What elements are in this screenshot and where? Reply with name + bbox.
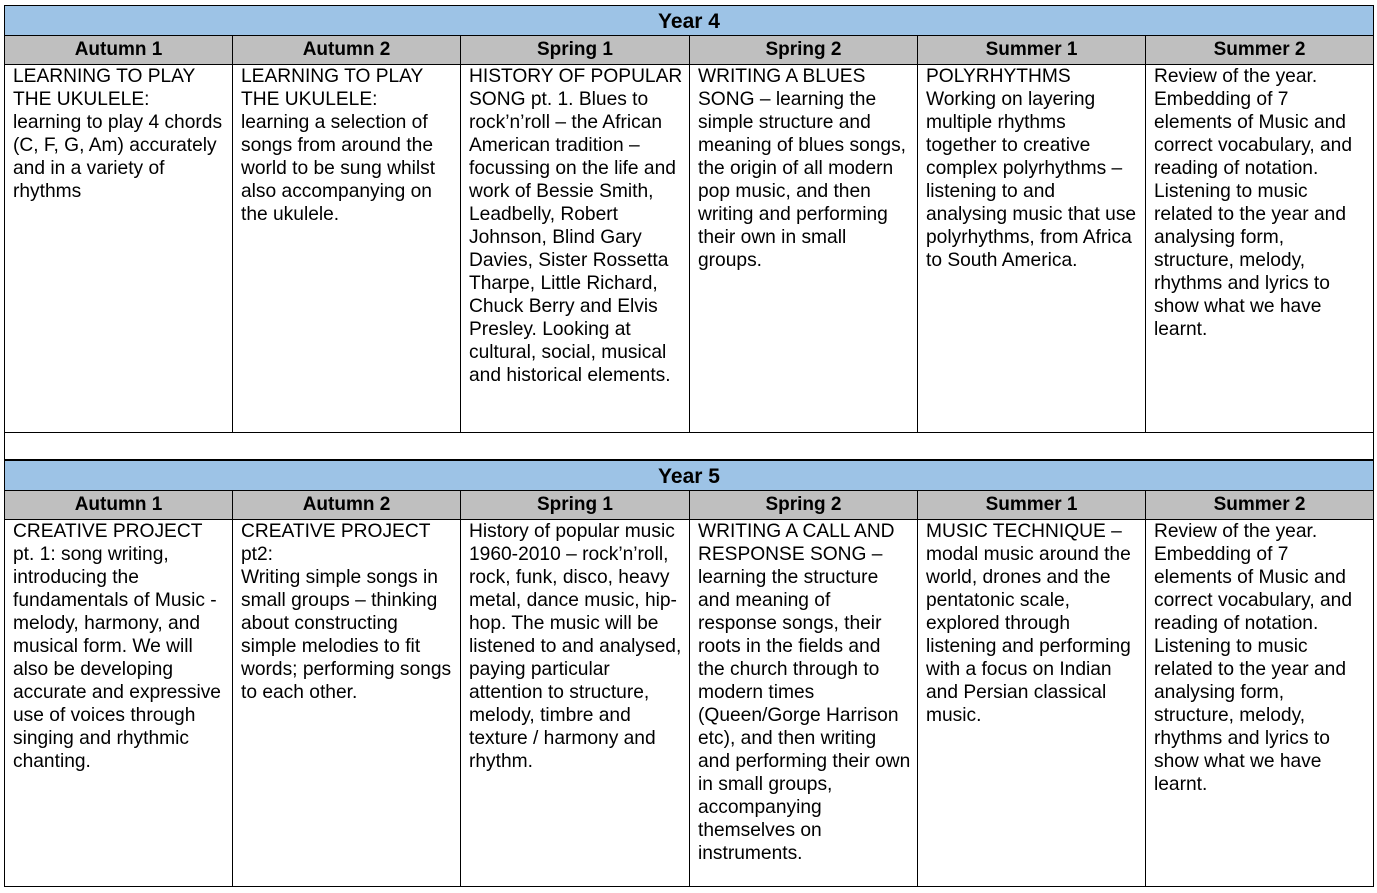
term-content-cell xyxy=(461,520,690,887)
term-content-text: LEARNING TO PLAY THE UKULELE: learning a selection of songs from around the world to be sung whilst also accompanying on the ukulele. xyxy=(241,66,436,225)
term-header-autumn-1: Autumn 1 xyxy=(5,491,233,520)
term-header-spring-1: Spring 1 xyxy=(461,36,690,65)
term-content-cell xyxy=(1146,520,1374,887)
term-header-autumn-2: Autumn 2 xyxy=(233,36,461,65)
term-content-cell xyxy=(918,65,1146,433)
term-content-text: CREATIVE PROJECT pt2: Writing simple songs in small groups – thinking about constructing simple melodies to fit words; performing songs to each other. xyxy=(241,521,452,703)
term-header-summer-2: Summer 2 xyxy=(1146,491,1374,520)
term-content-cell xyxy=(690,520,918,887)
term-content-text: HISTORY OF POPULAR SONG pt. 1. Blues to rock’n’roll – the African American tradition – focussing on the life and work of Bessie Smith, Leadbelly, Robert Johnson, Blind Gary Davies, Sister Rossetta Tharpe, Little Richard, Chuck Berry and Elvis Presley. Looking at cultural, social, musical and historical elements. xyxy=(469,66,683,386)
term-header-summer-1: Summer 1 xyxy=(918,36,1146,65)
year-5-table xyxy=(4,460,1374,887)
term-header-spring-2: Spring 2 xyxy=(690,491,918,520)
term-content-cell xyxy=(918,520,1146,887)
term-content-cell xyxy=(5,520,233,887)
term-header-autumn-1: Autumn 1 xyxy=(5,36,233,65)
term-header-summer-2: Summer 2 xyxy=(1146,36,1374,65)
term-content-text: Review of the year. Embedding of 7 elements of Music and correct vocabulary, and reading of notation. Listening to music related to the year and analysing form, structure, melody, rhythms and lyrics to show what we have learnt. xyxy=(1154,66,1353,340)
term-content-text: Review of the year. Embedding of 7 elements of Music and correct vocabulary, and reading of notation. Listening to music related to the year and analysing form, structure, melody, rhythms and lyrics to show what we have learnt. xyxy=(1154,521,1353,795)
term-content-text: History of popular music 1960-2010 – rock’n’roll, rock, funk, disco, heavy metal, dance music, hip-hop. The music will be listened to and analysed, paying particular attention to structure, melody, timbre and texture / harmony and rhythm. xyxy=(469,521,682,772)
year-4-table xyxy=(4,5,1374,460)
term-content-text: WRITING A BLUES SONG – learning the simple structure and meaning of blues songs, the origin of all modern pop music, and then writing and performing their own in small groups. xyxy=(698,66,906,271)
term-content-cell xyxy=(233,65,461,433)
term-content-cell xyxy=(690,65,918,433)
term-content-cell xyxy=(233,520,461,887)
term-header-spring-1: Spring 1 xyxy=(461,491,690,520)
term-header-autumn-2: Autumn 2 xyxy=(233,491,461,520)
table-spacer-row xyxy=(5,433,1374,460)
term-header-spring-2: Spring 2 xyxy=(690,36,918,65)
year-title: Year 5 xyxy=(5,461,1374,491)
term-content-text: CREATIVE PROJECT pt. 1: song writing, introducing the fundamentals of Music - melody, harmony, and musical form. We will also be developing accurate and expressive use of voices through singing and rhythmic chanting. xyxy=(13,521,221,772)
term-content-cell xyxy=(1146,65,1374,433)
term-content-text: MUSIC TECHNIQUE – modal music around the world, drones and the pentatonic scale, explored through listening and performing with a focus on Indian and Persian classical music. xyxy=(926,521,1131,726)
term-content-text: POLYRHYTHMS Working on layering multiple rhythms together to creative complex polyrhythms – listening to and analysing music that use polyrhythms, from Africa to South America. xyxy=(926,66,1137,271)
year-title: Year 4 xyxy=(5,6,1374,36)
curriculum-document xyxy=(4,5,1373,887)
term-content-cell xyxy=(5,65,233,433)
term-content-text: LEARNING TO PLAY THE UKULELE: learning to play 4 chords (C, F, G, Am) accurately and in a variety of rhythms xyxy=(13,66,223,202)
term-content-text: WRITING A CALL AND RESPONSE SONG – learning the structure and meaning of response songs, their roots in the fields and the church through to modern times (Queen/Gorge Harrison etc), and then writing and performing their own in small groups, accompanying themselves on instruments. xyxy=(698,521,911,864)
term-content-cell xyxy=(461,65,690,433)
term-header-summer-1: Summer 1 xyxy=(918,491,1146,520)
